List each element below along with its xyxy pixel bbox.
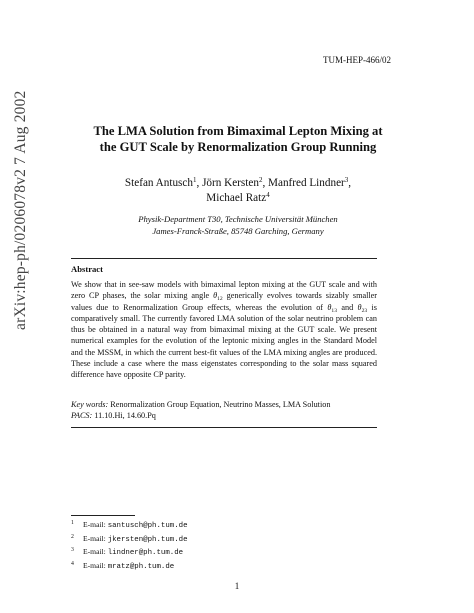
author-footnote-mark: 3: [344, 176, 349, 184]
footnote-number: 2: [71, 533, 74, 540]
footnote-item: [71, 532, 377, 546]
footnote-item: [71, 559, 377, 573]
footnote-email: lindner@ph.tum.de: [107, 549, 184, 557]
abstract-segment: generically evolves towards sizably smaller values due to Renormalization Group effects, whereas the evolution of: [71, 291, 377, 312]
theta-12-index: 12: [217, 296, 223, 303]
footnote-email: jkersten@ph.tum.de: [107, 535, 188, 544]
footnote-rule: [71, 515, 135, 516]
author-footnote-mark: 1: [192, 176, 197, 184]
footnote-item: [71, 545, 377, 559]
footnote-number: 1: [71, 520, 74, 526]
keywords-block: [71, 399, 377, 422]
keywords-value: Renormalization Group Equation, Neutrino Masses, LMA Solution: [110, 400, 331, 409]
theta-23-symbol: θ: [357, 302, 362, 312]
keywords-line: [71, 399, 377, 410]
author-separator: ,: [348, 177, 352, 189]
theta-13-index: 13: [331, 307, 338, 314]
theta-13-symbol: θ: [327, 302, 332, 312]
pacs-line: [71, 410, 377, 421]
footnote-item: [71, 518, 377, 532]
arxiv-identifier-stamp: arXiv:hep-ph/0206078v2 7 Aug 2002: [12, 90, 29, 330]
footnote-email: santusch@ph.tum.de: [107, 522, 188, 530]
author-name: Manfred Lindner: [268, 177, 345, 189]
footnote-number: 3: [71, 547, 74, 553]
abstract-segment: is comparatively small. The currently favored LMA solution of the solar neutrino problem can thus be obtained in a natural way from bimaximal mixing at the GUT scale. We present numerical examples for the evolution of the leptonic mixing angles in the Standard Model and the MSSM, in which the current best-fit values of the LMA mixing angles are produced. These include a case where the mass eigenstates corresponding to the solar mass squared difference have opposite CP parity.: [71, 302, 377, 380]
author-separator: ,: [262, 177, 269, 189]
abstract-top-rule: [71, 258, 377, 259]
affiliation-line-2: James-Franck-Straße, 85748 Garching, Germany: [152, 226, 324, 236]
author-line-2: [66, 191, 410, 206]
theta-12-symbol: θ: [213, 291, 218, 301]
author-line-1: [66, 176, 410, 191]
footnote-label: E-mail:: [83, 560, 108, 570]
abstract-segment: We show that in see-saw models with bimaximal lepton mixing at the GUT scale and with zero CP phases, the solar mixing angle: [71, 280, 377, 301]
abstract-segment: and: [337, 302, 358, 312]
affiliation-line-1: Physik-Department T30, Technische Universität München: [138, 214, 338, 224]
affiliation: [66, 213, 410, 237]
footnote-label: E-mail:: [83, 533, 108, 543]
footnote-label: E-mail:: [83, 520, 108, 529]
footnotes: [71, 518, 377, 572]
author-name: Jörn Kersten: [202, 177, 259, 189]
abstract-text: [71, 279, 377, 381]
report-number: TUM-HEP-466/02: [323, 55, 391, 65]
abstract-bottom-rule: [71, 427, 377, 428]
author-name: Michael Ratz: [206, 192, 267, 204]
footnote-label: E-mail:: [83, 547, 108, 556]
footnote-number: 4: [71, 560, 74, 567]
title-line-1: The LMA Solution from Bimaximal Lepton Mixing at: [93, 124, 383, 138]
pacs-label: PACS:: [71, 411, 93, 421]
author-list: [66, 176, 410, 206]
author-name: Stefan Antusch: [124, 177, 193, 189]
author-separator: ,: [196, 177, 203, 189]
keywords-label: Key words:: [71, 400, 109, 409]
title-line-2: the GUT Scale by Renormalization Group Running: [99, 140, 377, 154]
page-number: 1: [234, 581, 240, 591]
author-footnote-mark: 2: [258, 176, 263, 184]
abstract-heading: Abstract: [71, 264, 103, 274]
theta-23-index: 23: [361, 307, 368, 314]
author-footnote-mark: 4: [266, 191, 270, 199]
footnote-email: mratz@ph.tum.de: [107, 562, 175, 571]
pacs-value: 11.10.Hi, 14.60.Pq: [94, 411, 156, 421]
paper-title: [66, 123, 410, 155]
